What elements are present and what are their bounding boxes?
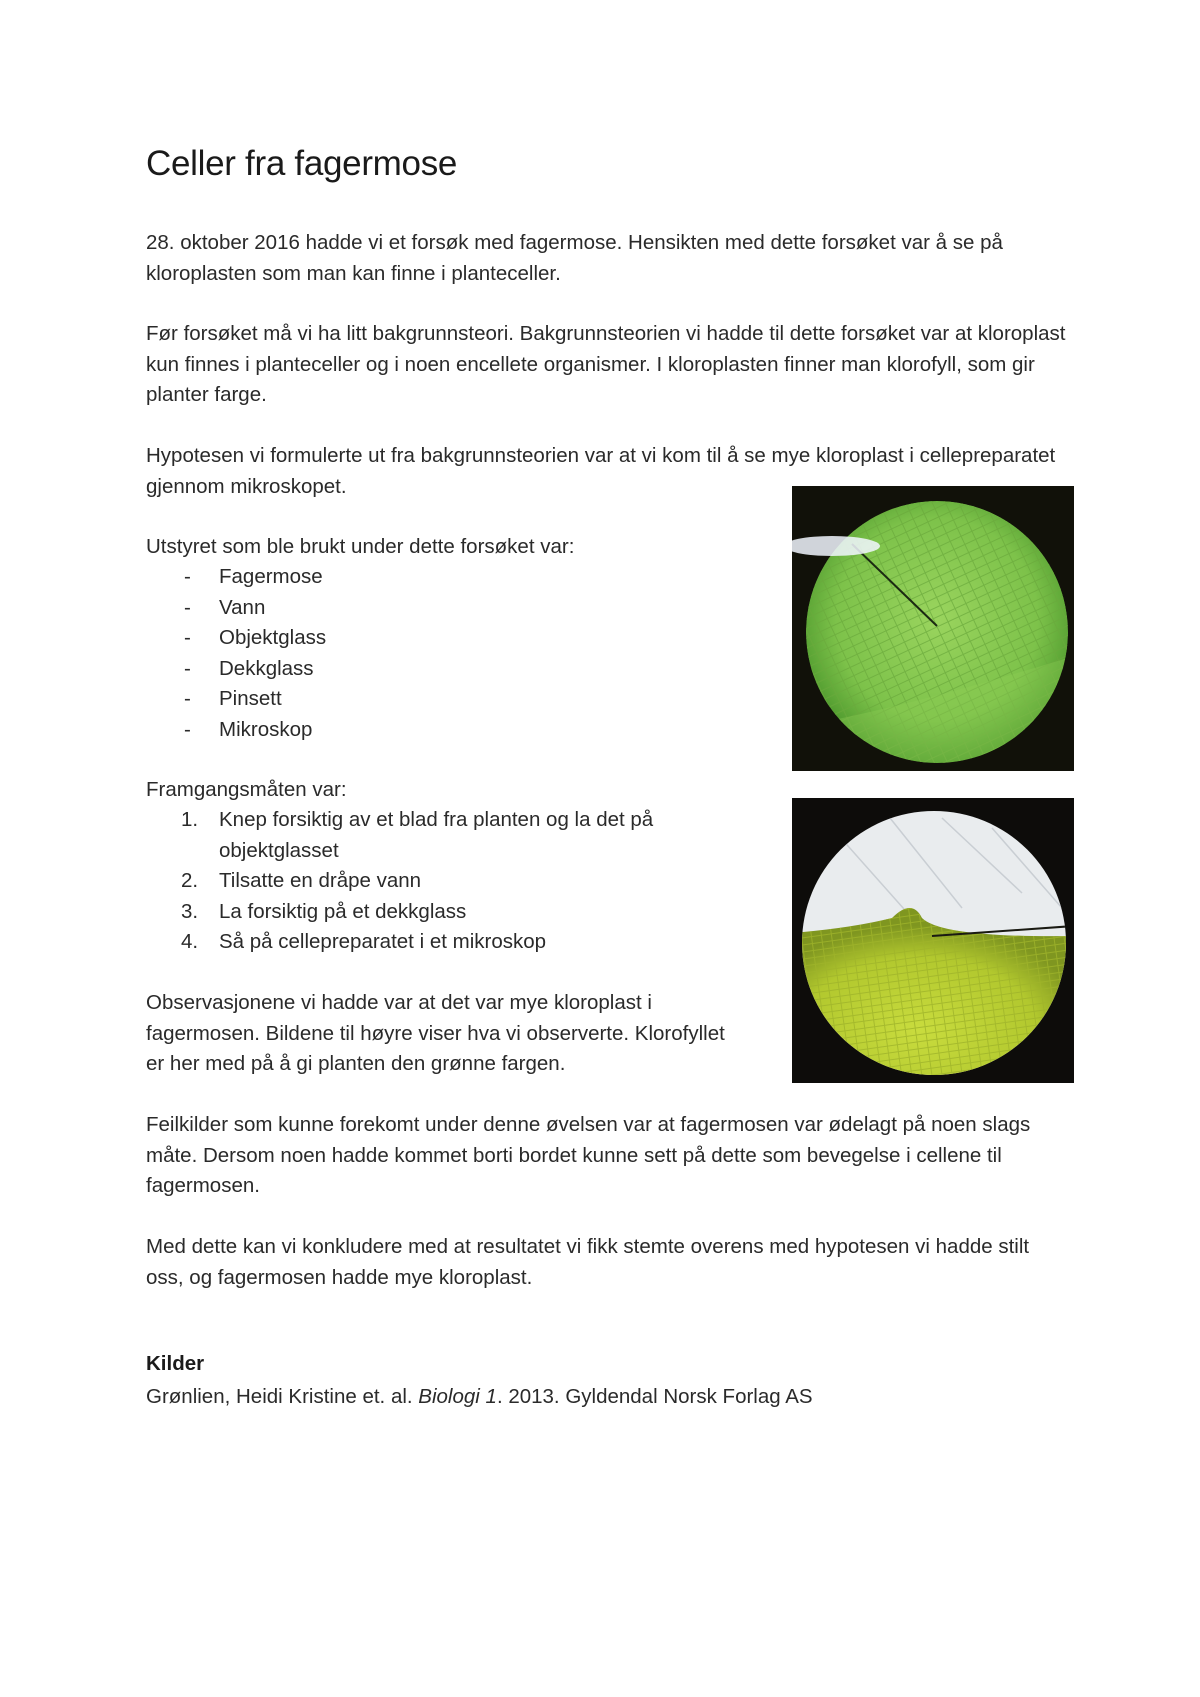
step-text: La forsiktig på et dekkglass [219,899,467,923]
bullet-dash: - [184,595,191,619]
list-item [146,866,759,897]
list-item [146,715,759,746]
microscope-photo-top [792,486,1074,771]
list-item [146,593,759,624]
list-item [146,927,759,958]
equipment-intro: Utstyret som ble brukt under dette forsøket var: [146,535,575,558]
equipment-item: Vann [219,595,266,619]
list-item [146,654,759,685]
list-item [146,684,759,715]
microscope-image-2 [792,798,1074,1083]
step-text: Knep forsiktig av et blad fra planten og la det på objektglasset [219,808,654,862]
bullet-dash: - [184,717,191,741]
equipment-item: Objektglass [219,626,327,649]
step-number: 1. [181,808,199,831]
bullet-dash: - [184,687,191,710]
step-number: 3. [181,899,199,923]
theory-paragraph: Før forsøket må vi ha litt bakgrunnsteori. Bakgrunnsteorien vi hadde til dette forsøket var at kloroplast kun finnes i planteceller og i noen encellete organismer. I kloroplasten finner man klorofyll, som gir planter farge. [146,322,1066,406]
list-item [146,805,759,866]
reference-book-title: Biologi 1 [418,1385,497,1408]
procedure-intro: Framgangsmåten var: [146,778,347,801]
reference-details: . 2013. Gyldendal Norsk Forlag AS [496,1385,813,1408]
list-item [146,562,759,593]
equipment-item: Dekkglass [219,656,314,680]
reference-authors: Grønlien, Heidi Kristine et. al. [146,1385,419,1408]
procedure-list [146,805,759,958]
source-reference [146,1382,813,1413]
list-item [146,897,759,928]
equipment-item: Mikroskop [219,717,313,741]
conclusion-paragraph: Med dette kan vi konkludere med at resultatet vi fikk stemte overens med hypotesen vi hadde stilt oss, og fagermosen hadde mye kloroplast. [146,1235,1030,1289]
hypothesis-paragraph: Hypotesen vi formulerte ut fra bakgrunnsteorien var at vi kom til å se mye kloroplast i cellepreparatet gjennom mikroskopet. [146,444,1056,498]
intro-paragraph: 28. oktober 2016 hadde vi et forsøk med fagermose. Hensikten med dette forsøket var å se på kloroplasten som man kan finne i planteceller. [146,231,1003,285]
error-sources-paragraph: Feilkilder som kunne forekomt under denne øvelsen var at fagermosen var ødelagt på noen slags måte. Dersom noen hadde kommet borti bordet kunne sett på dette som bevegelse i cellene til fagermosen. [146,1113,1031,1197]
bullet-dash: - [184,565,191,588]
sources-heading: Kilder [146,1352,205,1375]
step-text: Så på cellepreparatet i et mikroskop [219,930,547,953]
microscope-photo-bottom [792,798,1074,1083]
page-title: Celler fra fagermose [146,144,458,183]
list-item [146,623,759,654]
microscope-image-1 [792,486,1074,771]
step-number: 2. [181,869,199,892]
step-number: 4. [181,930,199,953]
bullet-dash: - [184,626,191,649]
bullet-dash: - [184,656,191,680]
observations-paragraph: Observasjonene vi hadde var at det var mye kloroplast i fagermosen. Bildene til høyre viser hva vi observerte. Klorofyllet er her med på å gi planten den grønne fargen. [146,991,725,1075]
equipment-item: Fagermose [219,565,323,588]
equipment-list [146,562,759,745]
step-text: Tilsatte en dråpe vann [219,869,422,892]
equipment-item: Pinsett [219,687,282,710]
